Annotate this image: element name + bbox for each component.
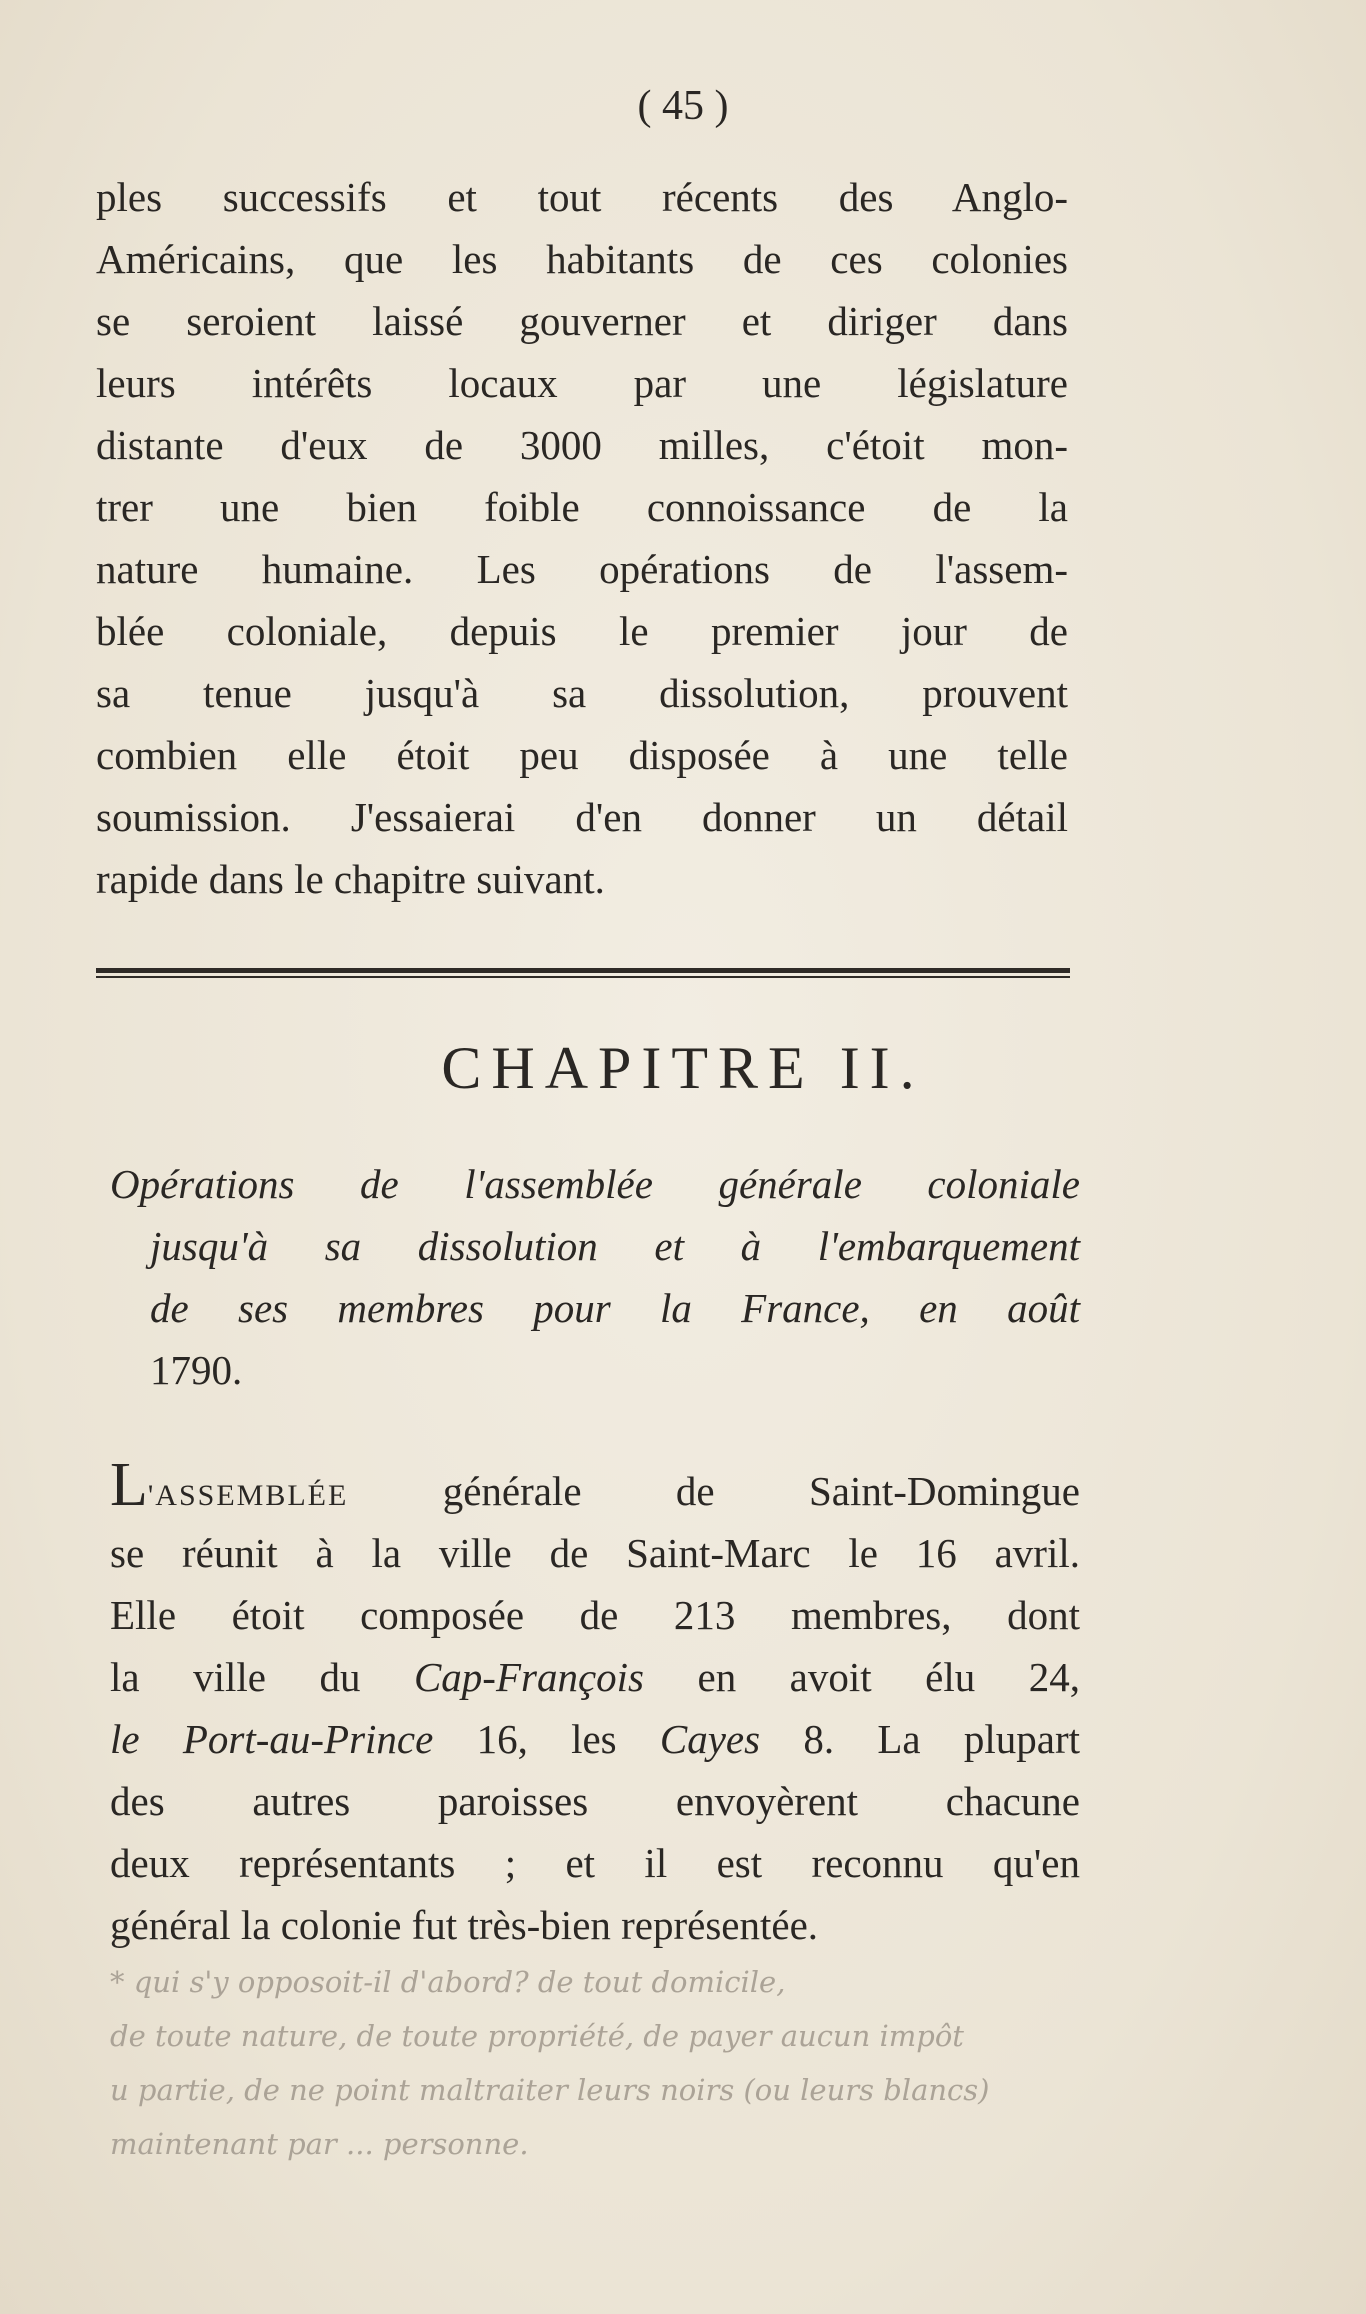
paragraph-continuation xyxy=(96,166,1068,910)
chapter-summary-line: de ses membres pour la France, en août xyxy=(150,1285,1080,1331)
text-line: rapide dans le chapitre suivant. xyxy=(96,856,605,902)
chapter-paragraph: L'ASSEMBLÉE générale de Saint-Domingue se réunit à la ville de Saint-Marc le 16 avril. Elle étoit composée de 213 membres, dont la ville du Cap-François en avoit élu 24, le Port-au-Prince 16, les Cayes 8. La plupart des autres paroisses envoyèrent chacune deux représentants ; et il est reconnu qu'en général la colonie fut très-bien représentée. xyxy=(110,1460,1080,1956)
text-line: Américains, que les habitants de ces colonies xyxy=(96,236,1068,282)
text-line: leurs intérêts locaux par une législature xyxy=(96,360,1068,406)
text-line: nature humaine. Les opérations de l'assem- xyxy=(96,546,1068,592)
text-line: général la colonie fut très-bien représentée. xyxy=(110,1902,819,1948)
handwritten-note: * qui s'y opposoit-il d'abord? de tout domicile, de toute nature, de toute propriété, de payer aucun impôt u partie, de ne point maltraiter leurs noirs (ou leurs blancs) maintenant par ... personne. xyxy=(110,1965,990,2161)
small-caps-word: 'ASSEMBLÉE xyxy=(147,1479,349,1512)
text-line: le Port-au-Prince 16, les Cayes 8. La plupart xyxy=(110,1716,1080,1762)
text-line: deux représentants ; et il est reconnu qu'en xyxy=(110,1840,1080,1886)
text-line: Elle étoit composée de 213 membres, dont xyxy=(110,1592,1080,1638)
text-line: combien elle étoit peu disposée à une telle xyxy=(96,732,1068,778)
text-line: la ville du Cap-François en avoit élu 24, xyxy=(110,1654,1080,1700)
text-line: se réunit à la ville de Saint-Marc le 16 avril. xyxy=(110,1530,1080,1576)
place-name: Cap-François xyxy=(413,1654,644,1700)
chapter-summary-line: Opérations de l'assemblée générale coloniale xyxy=(110,1161,1080,1207)
place-name: Cayes xyxy=(659,1716,761,1762)
text-line: blée coloniale, depuis le premier jour de xyxy=(96,608,1068,654)
chapter-summary-year: 1790. xyxy=(150,1347,243,1393)
text-line: sa tenue jusqu'à sa dissolution, prouvent xyxy=(96,670,1068,716)
text-line: distante d'eux de 3000 milles, c'étoit mon- xyxy=(96,422,1068,468)
chapter-summary-line: jusqu'à sa dissolution et à l'embarquement xyxy=(150,1223,1080,1269)
text-line: ples successifs et tout récents des Anglo- xyxy=(96,174,1068,220)
chapter-title: CHAPITRE II. xyxy=(441,1035,925,1101)
place-name: le Port-au-Prince xyxy=(110,1716,434,1762)
text-line: des autres paroisses envoyèrent chacune xyxy=(110,1778,1080,1824)
text-line: trer une bien foible connoissance de la xyxy=(96,484,1068,530)
page-number: ( 45 ) xyxy=(637,83,729,129)
text-line: se seroient laissé gouverner et diriger dans xyxy=(96,298,1068,344)
section-divider xyxy=(96,968,1070,978)
drop-cap: L xyxy=(110,1451,148,1519)
text-line: soumission. J'essaierai d'en donner un détail xyxy=(96,794,1068,840)
